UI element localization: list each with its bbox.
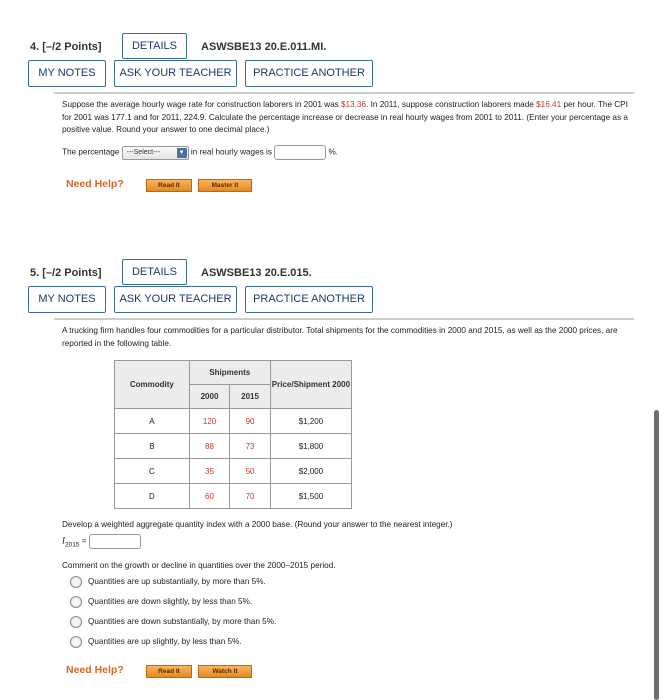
- table-row: A 120 90 $1,200: [115, 409, 352, 434]
- q4-wage-2001: $13.36: [341, 100, 367, 109]
- q4-practice-another-button[interactable]: PRACTICE ANOTHER: [245, 60, 373, 87]
- page-scrollbar[interactable]: [654, 410, 659, 700]
- q5-body: A trucking firm handles four commodities for a particular distributor. Total shipments for the commodities in 2000 and 2015, as well as the 2000 prices, are reported in the following table. Commodity Shipments Price/Shipment 2000 2000 2015 A 120 90 $1,200 B 88 73 $1,800 C 35 50 $2,000 D 60 70 $1,500 Develop a weighted aggregate quantity index with a 2000 base. (Round your answer to the nearest integer.) $I_{2015}$ = Comment on the growth or decline in quantities over the 2000–2015 period. Quantities are up substantially, by more than 5%. Quantities are down slightly, by less than 5%. Quantities are down substantially, by more than 5%. Quantities are up slightly, by less than 5%. Need Help? Read It Watch It: [54, 318, 634, 688]
- table-row: B 88 73 $1,800: [115, 434, 352, 459]
- q5-tab-row: [0, 286, 665, 316]
- q4-direction-select[interactable]: ---Select--- ▼: [122, 146, 189, 160]
- q5-watch-it-button[interactable]: Watch It: [198, 665, 252, 678]
- q5-need-help-label: Need Help?: [66, 664, 124, 676]
- q5-comment-prompt: Comment on the growth or decline in quantities over the 2000–2015 period.: [62, 561, 336, 570]
- radio-button[interactable]: [70, 636, 82, 648]
- radio-button[interactable]: [70, 616, 82, 628]
- q4-answer-middle: in real hourly wages is: [190, 147, 272, 157]
- q4-answer-line: [62, 145, 338, 160]
- q4-need-help: [66, 178, 266, 194]
- table-row: D 60 70 $1,500: [115, 484, 352, 509]
- col-2015-header: 2015: [230, 385, 271, 409]
- q5-index-equals: =: [81, 536, 87, 546]
- q4-details-button[interactable]: DETAILS: [122, 33, 187, 59]
- q4-read-it-button[interactable]: Read It: [146, 179, 192, 192]
- q4-tab-row: [0, 60, 665, 90]
- col-price-header: Price/Shipment 2000: [270, 361, 351, 409]
- q4-question-text: Suppose the average hourly wage rate for construction laborers in 2001 was $13.36. In 2011, suppose construction laborers made $16.41 per hour. The CPI for 2001 was 177.1 and for 2011, 224.9. Calculate the percentage increase or decrease in real hourly wages from 2001 to 2011. (Enter your percentage as a positive value. Round your answer to one decimal place.): [62, 100, 628, 134]
- q5-index-label: I: [62, 535, 65, 546]
- q5-details-button[interactable]: DETAILS: [122, 259, 187, 285]
- q4-ask-teacher-button[interactable]: ASK YOUR TEACHER: [114, 60, 237, 87]
- table-row: C 35 50 $2,000: [115, 459, 352, 484]
- q5-intro-text: A trucking firm handles four commodities for a particular distributor. Total shipments for the commodities in 2000 and 2015, as well as the 2000 prices, are reported in the following table.: [62, 326, 618, 348]
- q4-code: ASWSBE13 20.E.011.MI.: [201, 41, 327, 53]
- q4-body: [54, 92, 634, 204]
- q5-instruction: Develop a weighted aggregate quantity index with a 2000 base. (Round your answer to the nearest integer.): [62, 520, 453, 529]
- chevron-down-icon: ▼: [177, 148, 187, 158]
- q4-master-it-button[interactable]: Master It: [198, 179, 252, 192]
- q5-read-it-button[interactable]: Read It: [146, 665, 192, 678]
- q5-practice-another-button[interactable]: PRACTICE ANOTHER: [245, 286, 373, 313]
- q5-index-line: [62, 534, 141, 549]
- q4-answer-prefix: The percentage: [62, 147, 120, 157]
- q4-my-notes-button[interactable]: MY NOTES: [28, 60, 106, 87]
- shipments-table: [114, 360, 352, 509]
- q4-need-help-label: Need Help?: [66, 178, 124, 190]
- col-commodity-header: Commodity: [115, 361, 190, 409]
- q4-percentage-input[interactable]: [274, 145, 326, 160]
- radio-button[interactable]: [70, 576, 82, 588]
- col-2000-header: 2000: [189, 385, 230, 409]
- col-shipments-header: Shipments: [189, 361, 270, 385]
- q5-my-notes-button[interactable]: MY NOTES: [28, 286, 106, 313]
- q5-number: 5. [–/2 Points]: [30, 267, 102, 279]
- q4-answer-suffix: %.: [328, 147, 339, 157]
- q5-code: ASWSBE13 20.E.015.: [201, 267, 312, 279]
- q5-ask-teacher-button[interactable]: ASK YOUR TEACHER: [114, 286, 237, 313]
- q5-index-subscript: 2015: [65, 541, 80, 549]
- radio-button[interactable]: [70, 596, 82, 608]
- q5-index-input[interactable]: [89, 534, 141, 549]
- q4-number: 4. [–/2 Points]: [30, 41, 102, 53]
- q4-wage-2011: $16.41: [536, 100, 562, 109]
- q5-need-help: [66, 664, 266, 680]
